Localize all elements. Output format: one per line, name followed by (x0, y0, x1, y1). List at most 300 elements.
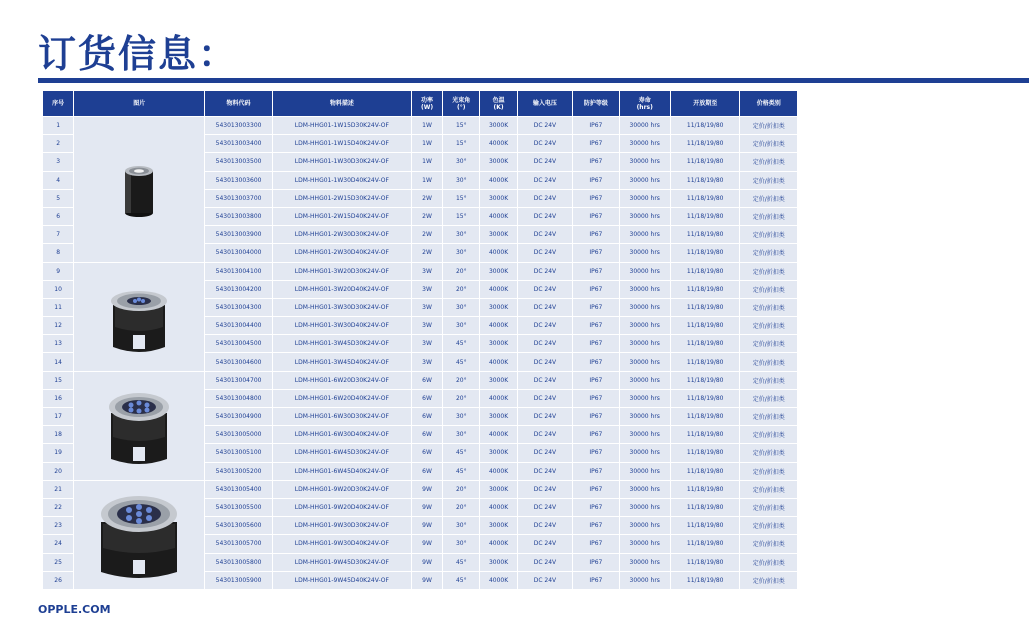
cell-beam-angle: 30° (443, 317, 479, 334)
cell-material-code: 543013003300 (205, 117, 272, 134)
cell-cct: 4000K (480, 317, 516, 334)
cell-beam-angle: 45° (443, 335, 479, 352)
cell-power: 3W (412, 281, 442, 298)
cell-material-code: 543013005800 (205, 554, 272, 571)
cell-price-category: 定价/折扣类 (740, 426, 797, 443)
cell-beam-angle: 30° (443, 172, 479, 189)
cell-input-voltage: DC 24V (518, 517, 572, 534)
cell-ip-rating: IP67 (573, 463, 618, 480)
cell-power: 6W (412, 408, 442, 425)
cell-description: LDM-HHG01-9W20D40K24V-OF (273, 499, 411, 516)
cell-cct: 3000K (480, 117, 516, 134)
cell-index: 13 (43, 335, 73, 352)
cell-cct: 4000K (480, 572, 516, 589)
cell-lifetime: 30000 hrs (620, 226, 670, 243)
cell-lifetime: 30000 hrs (620, 117, 670, 134)
cell-beam-angle: 20° (443, 499, 479, 516)
cell-lifetime: 30000 hrs (620, 572, 670, 589)
cell-index: 10 (43, 281, 73, 298)
cell-index: 7 (43, 226, 73, 243)
cell-lifetime: 30000 hrs (620, 372, 670, 389)
cell-open-period: 11/18/19/80 (671, 372, 740, 389)
cell-lifetime: 30000 hrs (620, 190, 670, 207)
cell-open-period: 11/18/19/80 (671, 135, 740, 152)
cell-open-period: 11/18/19/80 (671, 426, 740, 443)
cell-index: 9 (43, 263, 73, 280)
cell-index: 1 (43, 117, 73, 134)
cell-index: 5 (43, 190, 73, 207)
cell-beam-angle: 20° (443, 263, 479, 280)
cell-power: 1W (412, 153, 442, 170)
cell-material-code: 543013003400 (205, 135, 272, 152)
cell-lifetime: 30000 hrs (620, 335, 670, 352)
cell-input-voltage: DC 24V (518, 208, 572, 225)
cell-cct: 4000K (480, 172, 516, 189)
cell-input-voltage: DC 24V (518, 390, 572, 407)
cell-ip-rating: IP67 (573, 299, 618, 316)
cell-input-voltage: DC 24V (518, 153, 572, 170)
cell-index: 2 (43, 135, 73, 152)
cell-index: 17 (43, 408, 73, 425)
cell-input-voltage: DC 24V (518, 554, 572, 571)
cell-open-period: 11/18/19/80 (671, 281, 740, 298)
cell-price-category: 定价/折扣类 (740, 172, 797, 189)
cell-index: 15 (43, 372, 73, 389)
cell-cct: 3000K (480, 226, 516, 243)
cell-material-code: 543013005100 (205, 444, 272, 461)
cell-cct: 3000K (480, 481, 516, 498)
inground-light-9w-icon (74, 486, 204, 584)
cell-input-voltage: DC 24V (518, 135, 572, 152)
cell-open-period: 11/18/19/80 (671, 299, 740, 316)
cell-input-voltage: DC 24V (518, 172, 572, 189)
cell-material-code: 543013005700 (205, 535, 272, 552)
cell-cct: 4000K (480, 463, 516, 480)
header-col-description: 物料描述 (273, 91, 411, 116)
cell-power: 6W (412, 463, 442, 480)
cell-lifetime: 30000 hrs (620, 208, 670, 225)
cell-cct: 3000K (480, 372, 516, 389)
cell-input-voltage: DC 24V (518, 281, 572, 298)
cell-lifetime: 30000 hrs (620, 408, 670, 425)
cell-power: 9W (412, 517, 442, 534)
cell-lifetime: 30000 hrs (620, 390, 670, 407)
cell-cct: 4000K (480, 535, 516, 552)
cell-cct: 4000K (480, 353, 516, 370)
cell-price-category: 定价/折扣类 (740, 208, 797, 225)
product-image-cell (74, 481, 204, 589)
cell-price-category: 定价/折扣类 (740, 117, 797, 134)
cell-price-category: 定价/折扣类 (740, 390, 797, 407)
cell-lifetime: 30000 hrs (620, 353, 670, 370)
cell-lifetime: 30000 hrs (620, 135, 670, 152)
cell-input-voltage: DC 24V (518, 317, 572, 334)
cell-open-period: 11/18/19/80 (671, 408, 740, 425)
cell-lifetime: 30000 hrs (620, 535, 670, 552)
cell-price-category: 定价/折扣类 (740, 572, 797, 589)
cell-description: LDM-HHG01-9W45D40K24V-OF (273, 572, 411, 589)
cell-material-code: 543013004600 (205, 353, 272, 370)
cell-index: 18 (43, 426, 73, 443)
cell-description: LDM-HHG01-6W30D30K24V-OF (273, 408, 411, 425)
cell-ip-rating: IP67 (573, 117, 618, 134)
cell-open-period: 11/18/19/80 (671, 535, 740, 552)
cell-index: 14 (43, 353, 73, 370)
cell-power: 6W (412, 372, 442, 389)
cell-material-code: 543013004700 (205, 372, 272, 389)
header-col-lifetime: 寿命 (hrs) (620, 91, 670, 116)
cell-lifetime: 30000 hrs (620, 554, 670, 571)
cell-power: 3W (412, 317, 442, 334)
cell-input-voltage: DC 24V (518, 299, 572, 316)
cell-open-period: 11/18/19/80 (671, 244, 740, 261)
cell-index: 16 (43, 390, 73, 407)
cell-material-code: 543013004900 (205, 408, 272, 425)
cell-description: LDM-HHG01-2W15D40K24V-OF (273, 208, 411, 225)
cell-input-voltage: DC 24V (518, 535, 572, 552)
cell-ip-rating: IP67 (573, 172, 618, 189)
cell-input-voltage: DC 24V (518, 572, 572, 589)
cell-input-voltage: DC 24V (518, 263, 572, 280)
cell-power: 9W (412, 535, 442, 552)
cell-ip-rating: IP67 (573, 372, 618, 389)
cell-material-code: 543013004400 (205, 317, 272, 334)
cell-price-category: 定价/折扣类 (740, 335, 797, 352)
cell-material-code: 543013004300 (205, 299, 272, 316)
cell-ip-rating: IP67 (573, 444, 618, 461)
cell-material-code: 543013004800 (205, 390, 272, 407)
cell-material-code: 543013004100 (205, 263, 272, 280)
cell-open-period: 11/18/19/80 (671, 226, 740, 243)
cell-input-voltage: DC 24V (518, 226, 572, 243)
cell-description: LDM-HHG01-6W45D30K24V-OF (273, 444, 411, 461)
cell-ip-rating: IP67 (573, 517, 618, 534)
cell-ip-rating: IP67 (573, 481, 618, 498)
cell-index: 21 (43, 481, 73, 498)
cell-lifetime: 30000 hrs (620, 517, 670, 534)
product-image-cell (74, 117, 204, 262)
cell-power: 6W (412, 426, 442, 443)
cell-price-category: 定价/折扣类 (740, 408, 797, 425)
cell-description: LDM-HHG01-1W15D30K24V-OF (273, 117, 411, 134)
cell-cct: 3000K (480, 153, 516, 170)
cell-price-category: 定价/折扣类 (740, 153, 797, 170)
cell-cct: 4000K (480, 426, 516, 443)
cell-open-period: 11/18/19/80 (671, 153, 740, 170)
cell-beam-angle: 30° (443, 226, 479, 243)
cell-material-code: 543013005900 (205, 572, 272, 589)
cell-index: 24 (43, 535, 73, 552)
cell-power: 9W (412, 481, 442, 498)
cell-material-code: 543013005600 (205, 517, 272, 534)
header-col-beam-angle: 光束角 (°) (443, 91, 479, 116)
cell-power: 1W (412, 172, 442, 189)
cell-description: LDM-HHG01-6W20D30K24V-OF (273, 372, 411, 389)
cell-open-period: 11/18/19/80 (671, 208, 740, 225)
cell-material-code: 543013004200 (205, 281, 272, 298)
cell-material-code: 543013005200 (205, 463, 272, 480)
cell-material-code: 543013004500 (205, 335, 272, 352)
cell-power: 9W (412, 572, 442, 589)
header-col-index: 序号 (43, 91, 73, 116)
cell-open-period: 11/18/19/80 (671, 353, 740, 370)
cell-power: 2W (412, 208, 442, 225)
product-image-cell (74, 263, 204, 371)
cell-input-voltage: DC 24V (518, 117, 572, 134)
cell-ip-rating: IP67 (573, 353, 618, 370)
cell-price-category: 定价/折扣类 (740, 135, 797, 152)
cell-power: 6W (412, 444, 442, 461)
header-col-image: 图片 (74, 91, 204, 116)
cell-description: LDM-HHG01-2W15D30K24V-OF (273, 190, 411, 207)
table-row (43, 117, 797, 134)
order-info-table (42, 90, 798, 590)
cell-open-period: 11/18/19/80 (671, 572, 740, 589)
cell-beam-angle: 30° (443, 299, 479, 316)
cell-cct: 3000K (480, 408, 516, 425)
inground-light-6w-icon (74, 383, 204, 469)
cell-lifetime: 30000 hrs (620, 426, 670, 443)
cell-ip-rating: IP67 (573, 281, 618, 298)
cell-lifetime: 30000 hrs (620, 481, 670, 498)
cell-input-voltage: DC 24V (518, 190, 572, 207)
cell-index: 4 (43, 172, 73, 189)
cell-input-voltage: DC 24V (518, 426, 572, 443)
cell-description: LDM-HHG01-3W20D30K24V-OF (273, 263, 411, 280)
cell-beam-angle: 30° (443, 408, 479, 425)
cell-description: LDM-HHG01-9W30D30K24V-OF (273, 517, 411, 534)
cell-ip-rating: IP67 (573, 499, 618, 516)
cell-open-period: 11/18/19/80 (671, 263, 740, 280)
cell-ip-rating: IP67 (573, 208, 618, 225)
cell-material-code: 543013003500 (205, 153, 272, 170)
cell-cct: 4000K (480, 244, 516, 261)
cell-input-voltage: DC 24V (518, 244, 572, 261)
cell-beam-angle: 15° (443, 135, 479, 152)
cell-price-category: 定价/折扣类 (740, 463, 797, 480)
cell-index: 25 (43, 554, 73, 571)
cell-price-category: 定价/折扣类 (740, 444, 797, 461)
cell-open-period: 11/18/19/80 (671, 517, 740, 534)
table-row (43, 263, 797, 280)
product-image-cell (74, 372, 204, 480)
header-col-input-voltage: 输入电压 (518, 91, 572, 116)
cell-ip-rating: IP67 (573, 554, 618, 571)
cell-input-voltage: DC 24V (518, 335, 572, 352)
cell-lifetime: 30000 hrs (620, 153, 670, 170)
cell-index: 12 (43, 317, 73, 334)
table-body (43, 117, 797, 589)
cell-price-category: 定价/折扣类 (740, 281, 797, 298)
cell-beam-angle: 20° (443, 481, 479, 498)
cell-lifetime: 30000 hrs (620, 172, 670, 189)
cell-index: 8 (43, 244, 73, 261)
cell-cct: 4000K (480, 208, 516, 225)
cell-price-category: 定价/折扣类 (740, 499, 797, 516)
cell-price-category: 定价/折扣类 (740, 190, 797, 207)
cell-index: 20 (43, 463, 73, 480)
cell-price-category: 定价/折扣类 (740, 244, 797, 261)
cell-lifetime: 30000 hrs (620, 499, 670, 516)
cell-index: 11 (43, 299, 73, 316)
cell-beam-angle: 45° (443, 572, 479, 589)
cell-description: LDM-HHG01-3W45D40K24V-OF (273, 353, 411, 370)
footer-brand: OPPLE.COM (38, 603, 111, 616)
cell-power: 1W (412, 135, 442, 152)
cell-price-category: 定价/折扣类 (740, 372, 797, 389)
cell-beam-angle: 45° (443, 353, 479, 370)
cell-ip-rating: IP67 (573, 390, 618, 407)
cell-open-period: 11/18/19/80 (671, 172, 740, 189)
cell-description: LDM-HHG01-3W20D40K24V-OF (273, 281, 411, 298)
cell-description: LDM-HHG01-3W30D40K24V-OF (273, 317, 411, 334)
cell-power: 1W (412, 117, 442, 134)
cell-material-code: 543013003900 (205, 226, 272, 243)
cell-open-period: 11/18/19/80 (671, 481, 740, 498)
cell-input-voltage: DC 24V (518, 372, 572, 389)
header-col-open-period: 开放期至 (671, 91, 740, 116)
title-divider (38, 78, 1029, 83)
cell-description: LDM-HHG01-9W45D30K24V-OF (273, 554, 411, 571)
cell-material-code: 543013004000 (205, 244, 272, 261)
cell-cct: 3000K (480, 263, 516, 280)
cell-ip-rating: IP67 (573, 426, 618, 443)
cell-price-category: 定价/折扣类 (740, 353, 797, 370)
cell-ip-rating: IP67 (573, 572, 618, 589)
cell-material-code: 543013003700 (205, 190, 272, 207)
cell-lifetime: 30000 hrs (620, 299, 670, 316)
header-col-material-code: 物料代码 (205, 91, 272, 116)
cell-power: 9W (412, 499, 442, 516)
cell-material-code: 543013003800 (205, 208, 272, 225)
cell-material-code: 543013003600 (205, 172, 272, 189)
cell-input-voltage: DC 24V (518, 481, 572, 498)
cell-lifetime: 30000 hrs (620, 463, 670, 480)
cell-description: LDM-HHG01-1W30D40K24V-OF (273, 172, 411, 189)
cell-description: LDM-HHG01-6W30D40K24V-OF (273, 426, 411, 443)
cell-price-category: 定价/折扣类 (740, 481, 797, 498)
header-col-price-category: 价格类别 (740, 91, 797, 116)
cell-power: 3W (412, 263, 442, 280)
cell-beam-angle: 45° (443, 463, 479, 480)
cell-price-category: 定价/折扣类 (740, 299, 797, 316)
cell-open-period: 11/18/19/80 (671, 499, 740, 516)
cell-power: 2W (412, 190, 442, 207)
cell-beam-angle: 45° (443, 554, 479, 571)
cell-power: 9W (412, 554, 442, 571)
cell-index: 6 (43, 208, 73, 225)
cell-beam-angle: 30° (443, 244, 479, 261)
cell-description: LDM-HHG01-2W30D30K24V-OF (273, 226, 411, 243)
cell-power: 2W (412, 226, 442, 243)
cell-ip-rating: IP67 (573, 317, 618, 334)
cell-lifetime: 30000 hrs (620, 244, 670, 261)
header-col-power: 功率 (W) (412, 91, 442, 116)
table-header-row (43, 91, 797, 116)
cell-beam-angle: 20° (443, 372, 479, 389)
cell-beam-angle: 20° (443, 390, 479, 407)
cell-power: 2W (412, 244, 442, 261)
cell-cct: 4000K (480, 499, 516, 516)
cell-open-period: 11/18/19/80 (671, 444, 740, 461)
cell-ip-rating: IP67 (573, 535, 618, 552)
cell-cct: 3000K (480, 190, 516, 207)
cell-price-category: 定价/折扣类 (740, 535, 797, 552)
cell-cct: 4000K (480, 281, 516, 298)
cell-beam-angle: 30° (443, 535, 479, 552)
cell-open-period: 11/18/19/80 (671, 390, 740, 407)
cell-index: 22 (43, 499, 73, 516)
cell-ip-rating: IP67 (573, 335, 618, 352)
cell-beam-angle: 15° (443, 208, 479, 225)
cell-ip-rating: IP67 (573, 244, 618, 261)
cell-cct: 3000K (480, 517, 516, 534)
cell-ip-rating: IP67 (573, 263, 618, 280)
cell-lifetime: 30000 hrs (620, 263, 670, 280)
cell-cct: 4000K (480, 390, 516, 407)
table-row (43, 481, 797, 498)
cell-description: LDM-HHG01-2W30D40K24V-OF (273, 244, 411, 261)
cell-price-category: 定价/折扣类 (740, 317, 797, 334)
cell-beam-angle: 15° (443, 117, 479, 134)
cell-ip-rating: IP67 (573, 135, 618, 152)
inground-light-1w-2w-icon (74, 157, 204, 221)
cell-beam-angle: 15° (443, 190, 479, 207)
table-row (43, 372, 797, 389)
cell-beam-angle: 30° (443, 153, 479, 170)
cell-ip-rating: IP67 (573, 153, 618, 170)
cell-material-code: 543013005400 (205, 481, 272, 498)
cell-lifetime: 30000 hrs (620, 317, 670, 334)
cell-price-category: 定价/折扣类 (740, 263, 797, 280)
cell-cct: 3000K (480, 554, 516, 571)
page-title: 订货信息： (38, 32, 239, 76)
cell-cct: 3000K (480, 335, 516, 352)
cell-description: LDM-HHG01-3W45D30K24V-OF (273, 335, 411, 352)
cell-description: LDM-HHG01-6W45D40K24V-OF (273, 463, 411, 480)
cell-index: 19 (43, 444, 73, 461)
cell-power: 6W (412, 390, 442, 407)
cell-open-period: 11/18/19/80 (671, 117, 740, 134)
cell-index: 3 (43, 153, 73, 170)
cell-beam-angle: 30° (443, 426, 479, 443)
cell-input-voltage: DC 24V (518, 444, 572, 461)
cell-price-category: 定价/折扣类 (740, 226, 797, 243)
cell-description: LDM-HHG01-3W30D30K24V-OF (273, 299, 411, 316)
cell-open-period: 11/18/19/80 (671, 463, 740, 480)
cell-input-voltage: DC 24V (518, 463, 572, 480)
cell-input-voltage: DC 24V (518, 408, 572, 425)
cell-cct: 3000K (480, 299, 516, 316)
cell-material-code: 543013005000 (205, 426, 272, 443)
cell-input-voltage: DC 24V (518, 499, 572, 516)
cell-description: LDM-HHG01-9W20D30K24V-OF (273, 481, 411, 498)
cell-description: LDM-HHG01-6W20D40K24V-OF (273, 390, 411, 407)
cell-power: 3W (412, 299, 442, 316)
cell-description: LDM-HHG01-1W15D40K24V-OF (273, 135, 411, 152)
cell-description: LDM-HHG01-9W30D40K24V-OF (273, 535, 411, 552)
cell-open-period: 11/18/19/80 (671, 335, 740, 352)
cell-ip-rating: IP67 (573, 190, 618, 207)
inground-light-3w-icon (74, 277, 204, 357)
cell-index: 26 (43, 572, 73, 589)
cell-beam-angle: 30° (443, 517, 479, 534)
cell-power: 3W (412, 353, 442, 370)
cell-open-period: 11/18/19/80 (671, 190, 740, 207)
cell-price-category: 定价/折扣类 (740, 517, 797, 534)
cell-ip-rating: IP67 (573, 408, 618, 425)
cell-index: 23 (43, 517, 73, 534)
